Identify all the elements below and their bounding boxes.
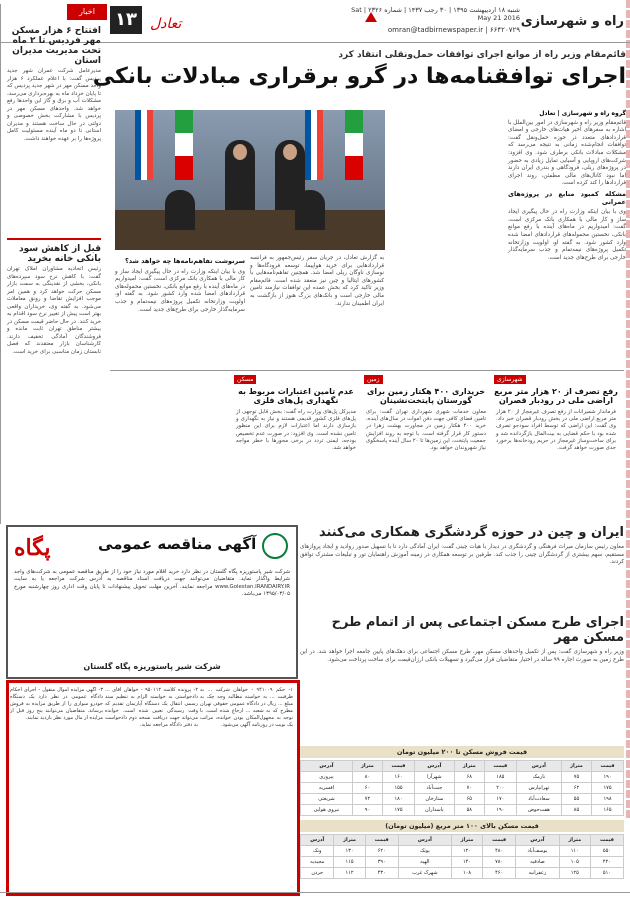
table-cell: ۱۷۰ <box>484 794 516 805</box>
table-cell: ۱۴۰ <box>451 857 482 868</box>
table-cell: ۱۲۵ <box>559 868 590 879</box>
table-cell: ۲۰۰ <box>484 783 516 794</box>
news-box-body: معاون خدمات شهری شهرداری تهران گفت: برای تامین فضای کافی جهت دفن اموات در سال‌های آینده، خرید ۴۰۰ هکتار زمین در مجاورت بهشت زهرا در دستور کار قرار گرفته است. با توجه به روند افزایش جمعیت پایتخت، این زمین‌ها تا ۲۰ سال آینده پاسخگوی نیاز شهروندان خواهد بود. <box>366 409 486 452</box>
table-cell: نیروی هوایی <box>301 805 353 816</box>
news-box-1 <box>494 375 618 515</box>
sidebar-tag: اخبار <box>67 4 107 20</box>
signing-desk <box>115 210 385 250</box>
table-row <box>301 857 624 868</box>
sidebar-article-1 <box>3 26 105 145</box>
table-header-cell: متراژ <box>334 835 365 846</box>
person-figure <box>165 190 195 230</box>
table-cell: ۸۰ <box>352 772 382 783</box>
table-cell: ۱۰۸ <box>451 868 482 879</box>
table-cell: مجیدیه <box>301 857 334 868</box>
lead-column-3-text: وی با بیان اینکه وزارت راه در حال پیگیری ایجاد ساز و کار مالی با همکاری بانک مرکزی است، گفت: امیدواریم در ماه‌های آینده با رفع موانع بانکی، نخستین محموله‌های قراردادهای امضا شده وارد کشور شود. به گفته او، اولویت وزارتخانه تکمیل پروژه‌های نیمه‌تمام و جذب سرمایه‌گذار خارجی برای طرح‌های جدید است. <box>508 209 626 261</box>
table-header-cell: آدرس <box>516 835 559 846</box>
date-line: شنبه ۱۸ اردیبهشت ۱۳۹۵ | ۳۰ رجب ۱۴۳۷ | شماره ۲۳۲۶ | Sat May 21 2016 <box>351 6 520 22</box>
table-cell: شهرک غرب <box>398 868 451 879</box>
table-1-caption: قیمت فروش مسکن تا ۲۰۰ میلیون تومان <box>300 746 624 758</box>
lead-column-2 <box>250 255 384 308</box>
lead-subhead-1: مشکله کمبود منابع در پروژه‌های عمرانی <box>508 189 626 206</box>
sidebar-article-1-body: مدیرعامل شرکت عمران شهر جدید پردیس گفت: با اعلام عملکرد ۶ هزار واحد مسکن مهر در شهر جدید پردیس که تا پایان خرداد ماه به بهره‌برداری می‌رسد، مشکلات آب و برق و گاز این واحدها رفع خواهد شد. واحدهای مسکن مهر در پردیس با مشارکت بخش خصوصی و دولتی در حال ساخت هستند و مدیران استانی تا دو ماه آینده مسئولیت کامل پروژه‌ها را بر عهده خواهند داشت. <box>7 68 101 142</box>
classified-column-2: ۲- پرونده کلاسه ۹۵۰۱۱۲ - خواهان آقای ... دادخواستی به خواسته الزام به تنظیم سند رسمی انتقال یک دستگاه آپارتمان تقدیم که وقت رسیدگی تعیین شده است. خوانده می‌تواند جهت دریافت نسخه دوم دادخواست به دفتر دادگاه مراجعه نماید. <box>105 687 198 728</box>
table-row <box>301 805 624 816</box>
ad-body: شرکت شیر پاستوریزه پگاه گلستان در نظر دارد خرید اقلام مورد نیاز خود را از طریق مناقصه عمومی به شرکت‌های واجد شرایط واگذار نماید. متقاضیان می‌توانند جهت دریافت اسناد مناقصه به آدرس شرکت مراجعه یا به سایت www.Golestan.IRANDAIRY.IR مراجعه نمایند. آخرین مهلت تحویل پیشنهادات تا پایان وقت اداری روز چهارشنبه مورخ ۱۳۹۵/۰۳/۰۵ می‌باشد. <box>14 569 290 598</box>
table-row <box>301 846 624 857</box>
france-flag-icon <box>135 110 153 180</box>
iran-china-article <box>300 525 624 567</box>
table-cell: ونک <box>301 846 334 857</box>
table-cell: ۶۵ <box>454 794 484 805</box>
news-box-title: عدم تامین اعتبارات مربوط به نگهداری پل‌های فلزی <box>238 387 354 405</box>
table-row <box>301 868 624 879</box>
table-cell: ۷۸۰ <box>483 857 516 868</box>
iran-china-title: ایران و چین در حوزه گردشگری همکاری می‌کنند <box>318 525 624 540</box>
table-cell: هفت‌حوض <box>516 805 561 816</box>
table-cell: ۶۰ <box>352 783 382 794</box>
table-header-cell: متراژ <box>451 835 482 846</box>
table-cell: ۱۶۵ <box>592 805 624 816</box>
table-header-cell: قیمت <box>365 835 398 846</box>
paper-logo: تعادل <box>150 16 182 32</box>
table-cell: جردن <box>301 868 334 879</box>
lead-headline: اجرای توافقنامه‌ها در گرو برقراری مبادلات بانکی <box>92 64 626 89</box>
table-header-cell: قیمت <box>590 835 623 846</box>
table-cell: الهیه <box>398 857 451 868</box>
lead-column-1-text: قائم‌مقام وزیر راه و شهرسازی در امور بین‌الملل با اشاره به سفرهای اخیر هیات‌های خارجی و امضای قراردادهای متعدد در حوزه حمل‌ونقل گفت: توافقات انجام‌شده زمانی به نتیجه می‌رسد که مشکلات مبادلات بانکی برطرف شود. وی افزود: شرکت‌های اروپایی و آسیایی تمایل زیادی به حضور در پروژه‌های ریلی، فرودگاهی و بندری ایران دارند اما نبود کانال‌های مالی مطمئن، روند اجرای قراردادها را کند کرده است. <box>508 119 626 187</box>
table-cell: ۴۶۰ <box>483 868 516 879</box>
table-cell: ۵۱۰ <box>590 868 623 879</box>
housing-title: اجرای طرح مسکن اجتماعی پس از اتمام طرح مسکن مهر <box>331 615 624 645</box>
table-cell: افسریه <box>301 783 353 794</box>
table-cell: ۶۲۰ <box>365 846 398 857</box>
sidebar-article-2-body: رئیس اتحادیه مشاوران املاک تهران گفت: با کاهش نرخ سود سپرده‌های بانکی، بخشی از نقدینگی به سمت بازار مسکن حرکت خواهد کرد و همین امر موجب افزایش تقاضا و رونق معاملات می‌شود. به گفته وی، خریداران واقعی بهتر است پیش از تغییر نرخ سود اقدام به خرید کنند. در حال حاضر قیمت مسکن در بیشتر مناطق تهران ثابت مانده و فروشندگان آمادگی تخفیف دارند. کارشناسان بازار معتقدند که فصل تابستان زمان مناسبی برای خرید است. <box>7 266 101 355</box>
table-cell: ۱۹۰ <box>592 772 624 783</box>
lead-kicker: قائم‌مقام وزیر راه از موانع اجرای توافقات حمل‌ونقلی انتقاد کرد <box>338 50 626 60</box>
table-cell: ۴۲۰ <box>590 857 623 868</box>
lead-subhead-2: سرنوشت تفاهم‌نامه‌ها چه خواهد شد؟ <box>124 257 245 265</box>
ad-footer: شرکت شیر پاستوریزه پگاه گلستان <box>83 662 221 671</box>
table-cell: ۷۰ <box>454 783 484 794</box>
byline: گروه راه و شهرسازی | تعادل <box>539 110 626 117</box>
person-figure <box>295 190 325 230</box>
news-box-3 <box>234 375 358 515</box>
table-header-cell: قیمت <box>484 761 516 772</box>
iran-flag-icon <box>175 110 193 180</box>
price-table-2 <box>300 834 624 879</box>
table-cell: شهرآرا <box>414 772 454 783</box>
table-cell: ۱۱۰ <box>559 846 590 857</box>
table-cell: ۱۸۵ <box>484 772 516 783</box>
table-header-cell: آدرس <box>301 761 353 772</box>
person-head <box>283 144 297 160</box>
table-header-cell: قیمت <box>383 761 415 772</box>
divider <box>7 238 101 240</box>
table-cell: ستارخان <box>414 794 454 805</box>
table-cell: پیروزی <box>301 772 353 783</box>
table-cell: ۷۵ <box>561 772 591 783</box>
table-header-cell: متراژ <box>352 761 382 772</box>
lead-column-2-text: به گزارش تعادل، در جریان سفر رئیس‌جمهور به فرانسه قراردادهایی برای خرید هواپیما، توسعه فرودگاه‌ها و نوسازی ناوگان ریلی امضا شد. همچنین تفاهم‌نامه‌هایی با کشورهای ایتالیا و چین نیز منعقد شده است. قائم‌مقام وزیر تاکید کرد که بخش عمده این توافقات نیازمند تامین مالی خارجی است و بانک‌های بزرگ هنوز از بازگشت به ایران اطمینان ندارند. <box>250 255 384 307</box>
iran-china-body: معاون رئیس سازمان میراث فرهنگی و گردشگری در دیدار با هیات چینی گفت: ایران آمادگی دارد تا با تسهیل صدور روادید و ایجاد پروازهای مستقیم، سهم بیشتری از گردشگران چینی را جذب کند. طرفین بر توسعه همکاری در زمینه آموزش راهنمایان تور و تبلیغات مشترک توافق کردند. <box>300 544 624 566</box>
signing-photo <box>115 110 385 250</box>
iran-flag-icon <box>345 110 363 180</box>
news-box-badge: شهرسازی <box>494 375 526 384</box>
table-cell: ۱۲۰ <box>451 846 482 857</box>
table-cell: تهرانپارس <box>516 783 561 794</box>
table-cell: ۱۶۰ <box>383 772 415 783</box>
table-cell: جنت‌آباد <box>414 783 454 794</box>
pegah-logo: پگاه <box>14 535 51 561</box>
table-cell: پونک <box>398 846 451 857</box>
ad-title: آگهی مناقصه عمومی <box>98 535 257 553</box>
lead-column-1 <box>508 110 626 262</box>
table-header-cell: آدرس <box>414 761 454 772</box>
news-boxes-row <box>110 370 624 521</box>
table-cell: پاسداران <box>414 805 454 816</box>
table-header-cell: متراژ <box>454 761 484 772</box>
table-header-cell: آدرس <box>516 761 561 772</box>
table-cell: ۶۲ <box>561 783 591 794</box>
table-cell: ۴۸۰ <box>483 846 516 857</box>
sidebar-article-2 <box>3 234 105 358</box>
table-cell: ۱۳۰ <box>334 846 365 857</box>
sidebar-article-1-title: افتتاح ۶ هزار مسکن مهر فردیس تا ۲ ماه تحت مدیریت مدیران استان <box>11 26 101 66</box>
table-header-cell: متراژ <box>561 761 591 772</box>
emblem-icon <box>262 533 288 559</box>
lead-column-4-text: وی با بیان اینکه وزارت راه در حال پیگیری ایجاد ساز و کار مالی با همکاری بانک مرکزی است، گفت: امیدواریم در ماه‌های آینده با رفع موانع بانکی، نخستین محموله‌های قراردادهای امضا شده وارد کشور شود. به گفته او، اولویت وزارتخانه تکمیل پروژه‌های نیمه‌تمام و جذب سرمایه‌گذار خارجی برای طرح‌های جدید است. <box>115 268 245 313</box>
table-cell: ۱۱۵ <box>334 857 365 868</box>
person-head <box>233 144 247 160</box>
table-cell: ۱۵۵ <box>383 783 415 794</box>
table-cell: ۱۰۵ <box>559 857 590 868</box>
table-cell: شریعتی <box>301 794 353 805</box>
lead-column-4 <box>115 255 245 314</box>
section-title: راه و شهرسازی <box>520 14 624 29</box>
table-cell: سعادت‌آباد <box>516 794 561 805</box>
table-cell: ۶۸ <box>454 772 484 783</box>
news-box-badge: زمین <box>364 375 383 384</box>
table-cell: ۷۲ <box>352 794 382 805</box>
table-row <box>301 772 624 783</box>
table-cell: ۱۷۵ <box>592 783 624 794</box>
table-cell: ۱۷۵ <box>383 805 415 816</box>
table-cell: نارمک <box>516 772 561 783</box>
tender-ad <box>6 525 298 679</box>
news-box-body: مدیرکل پل‌های وزارت راه گفت: بخش قابل توجهی از پل‌های فلزی کشور قدیمی هستند و نیاز به نگهداری و بازسازی دارند اما اعتبارات لازم برای این منظور تامین نشده است. وی افزود: در صورت عدم تخصیص بودجه، ایمنی تردد در برخی محورها با خطر مواجه خواهد شد. <box>236 409 356 452</box>
table-cell: ۵۸ <box>454 805 484 816</box>
classifieds-box <box>6 680 300 896</box>
news-box-body: فرماندار شمیرانات از رفع تصرف غیرمجاز از ۲۰ هزار متر مربع اراضی ملی در بخش رودبار قصران خبر داد. وی گفت: این اراضی که توسط افراد سودجو تصرف شده بود با حکم قضایی به بیت‌المال بازگردانده شد و برای ساخت‌وساز غیرمجاز در حریم رودخانه‌ها برخورد جدی صورت خواهد گرفت. <box>496 409 616 452</box>
table-cell: ۱۹۰ <box>484 805 516 816</box>
right-stripe <box>626 0 630 820</box>
housing-body: وزیر راه و شهرسازی گفت: پس از تکمیل واحدهای مسکن مهر، طرح مسکن اجتماعی برای دهک‌های پایین جامعه اجرا خواهد شد. در این طرح زمین به صورت اجاره ۹۹ ساله در اختیار متقاضیان قرار می‌گیرد و تسهیلات بانکی ارزان‌قیمت برای ساخت پرداخت می‌شود. <box>300 649 624 663</box>
table-cell: زعفرانیه <box>516 868 559 879</box>
sidebar-article-2-title: قبل از کاهش سود بانکی خانه بخرید <box>19 244 101 264</box>
table-cell: ۴۳۰ <box>365 868 398 879</box>
table-header-cell: آدرس <box>398 835 451 846</box>
table-cell: صادقیه <box>516 857 559 868</box>
news-sidebar <box>0 4 107 524</box>
table-header-cell: قیمت <box>483 835 516 846</box>
housing-article <box>300 615 624 664</box>
table-header-cell: آدرس <box>301 835 334 846</box>
table-cell: ۸۵ <box>561 805 591 816</box>
page-number: ۱۳ <box>110 6 142 34</box>
news-box-badge: مسکن <box>234 375 256 384</box>
table-cell: ۱۱۲ <box>334 868 365 879</box>
table-header-cell: قیمت <box>592 761 624 772</box>
news-box-title: رفع تصرف از ۲۰ هزار متر مربع اراضی ملی در رودبار قصران <box>494 387 618 405</box>
france-flag-icon <box>305 110 323 180</box>
table-cell: یوسف‌آباد <box>516 846 559 857</box>
table-2-caption: قیمت مسکن بالای ۱۰۰ متر مربع (میلیون تومان) <box>300 820 624 832</box>
table-row <box>301 794 624 805</box>
site-line: omran@tadbirnewspaper.ir | ۶۶۴۲۰۷۲۹ <box>387 26 520 34</box>
table-header-cell: متراژ <box>559 835 590 846</box>
news-box-2 <box>364 375 488 515</box>
table-cell: ۵۵ <box>561 794 591 805</box>
table-cell: ۵۵۰ <box>590 846 623 857</box>
news-box-title: خریداری ۴۰۰ هکتار زمین برای گورستان پایتخت‌نشینان <box>366 387 485 405</box>
classified-column-3: ۳- آگهی مزایده اموال منقول - اجرای احکام دادگاه عمومی در نظر دارد یک دستگاه خودرو سواری را از طریق مزایده به فروش برساند. متقاضیان می‌توانند پنج روز قبل از مزایده از مال مورد نظر بازدید نمایند. <box>10 687 103 721</box>
table-row <box>301 783 624 794</box>
table-cell: ۹۰ <box>352 805 382 816</box>
price-table-1 <box>300 760 624 816</box>
classified-column-1: ۱- حکم ۹۴۱۰۰۹ - خواهان شرکت ... به طرفیت ... به خواسته مطالبه وجه چک به مبلغ ... ریال در دادگاه عمومی حقوقی تهران مطرح که به شعبه ... ارجاع شده است. با توجه به مجهول‌المکان بودن خوانده، مراتب یک نوبت در روزنامه آگهی می‌شود. <box>200 687 293 728</box>
table-cell: ۱۸۰ <box>383 794 415 805</box>
table-cell: ۳۹۰ <box>365 857 398 868</box>
table-cell: ۱۹۸ <box>592 794 624 805</box>
